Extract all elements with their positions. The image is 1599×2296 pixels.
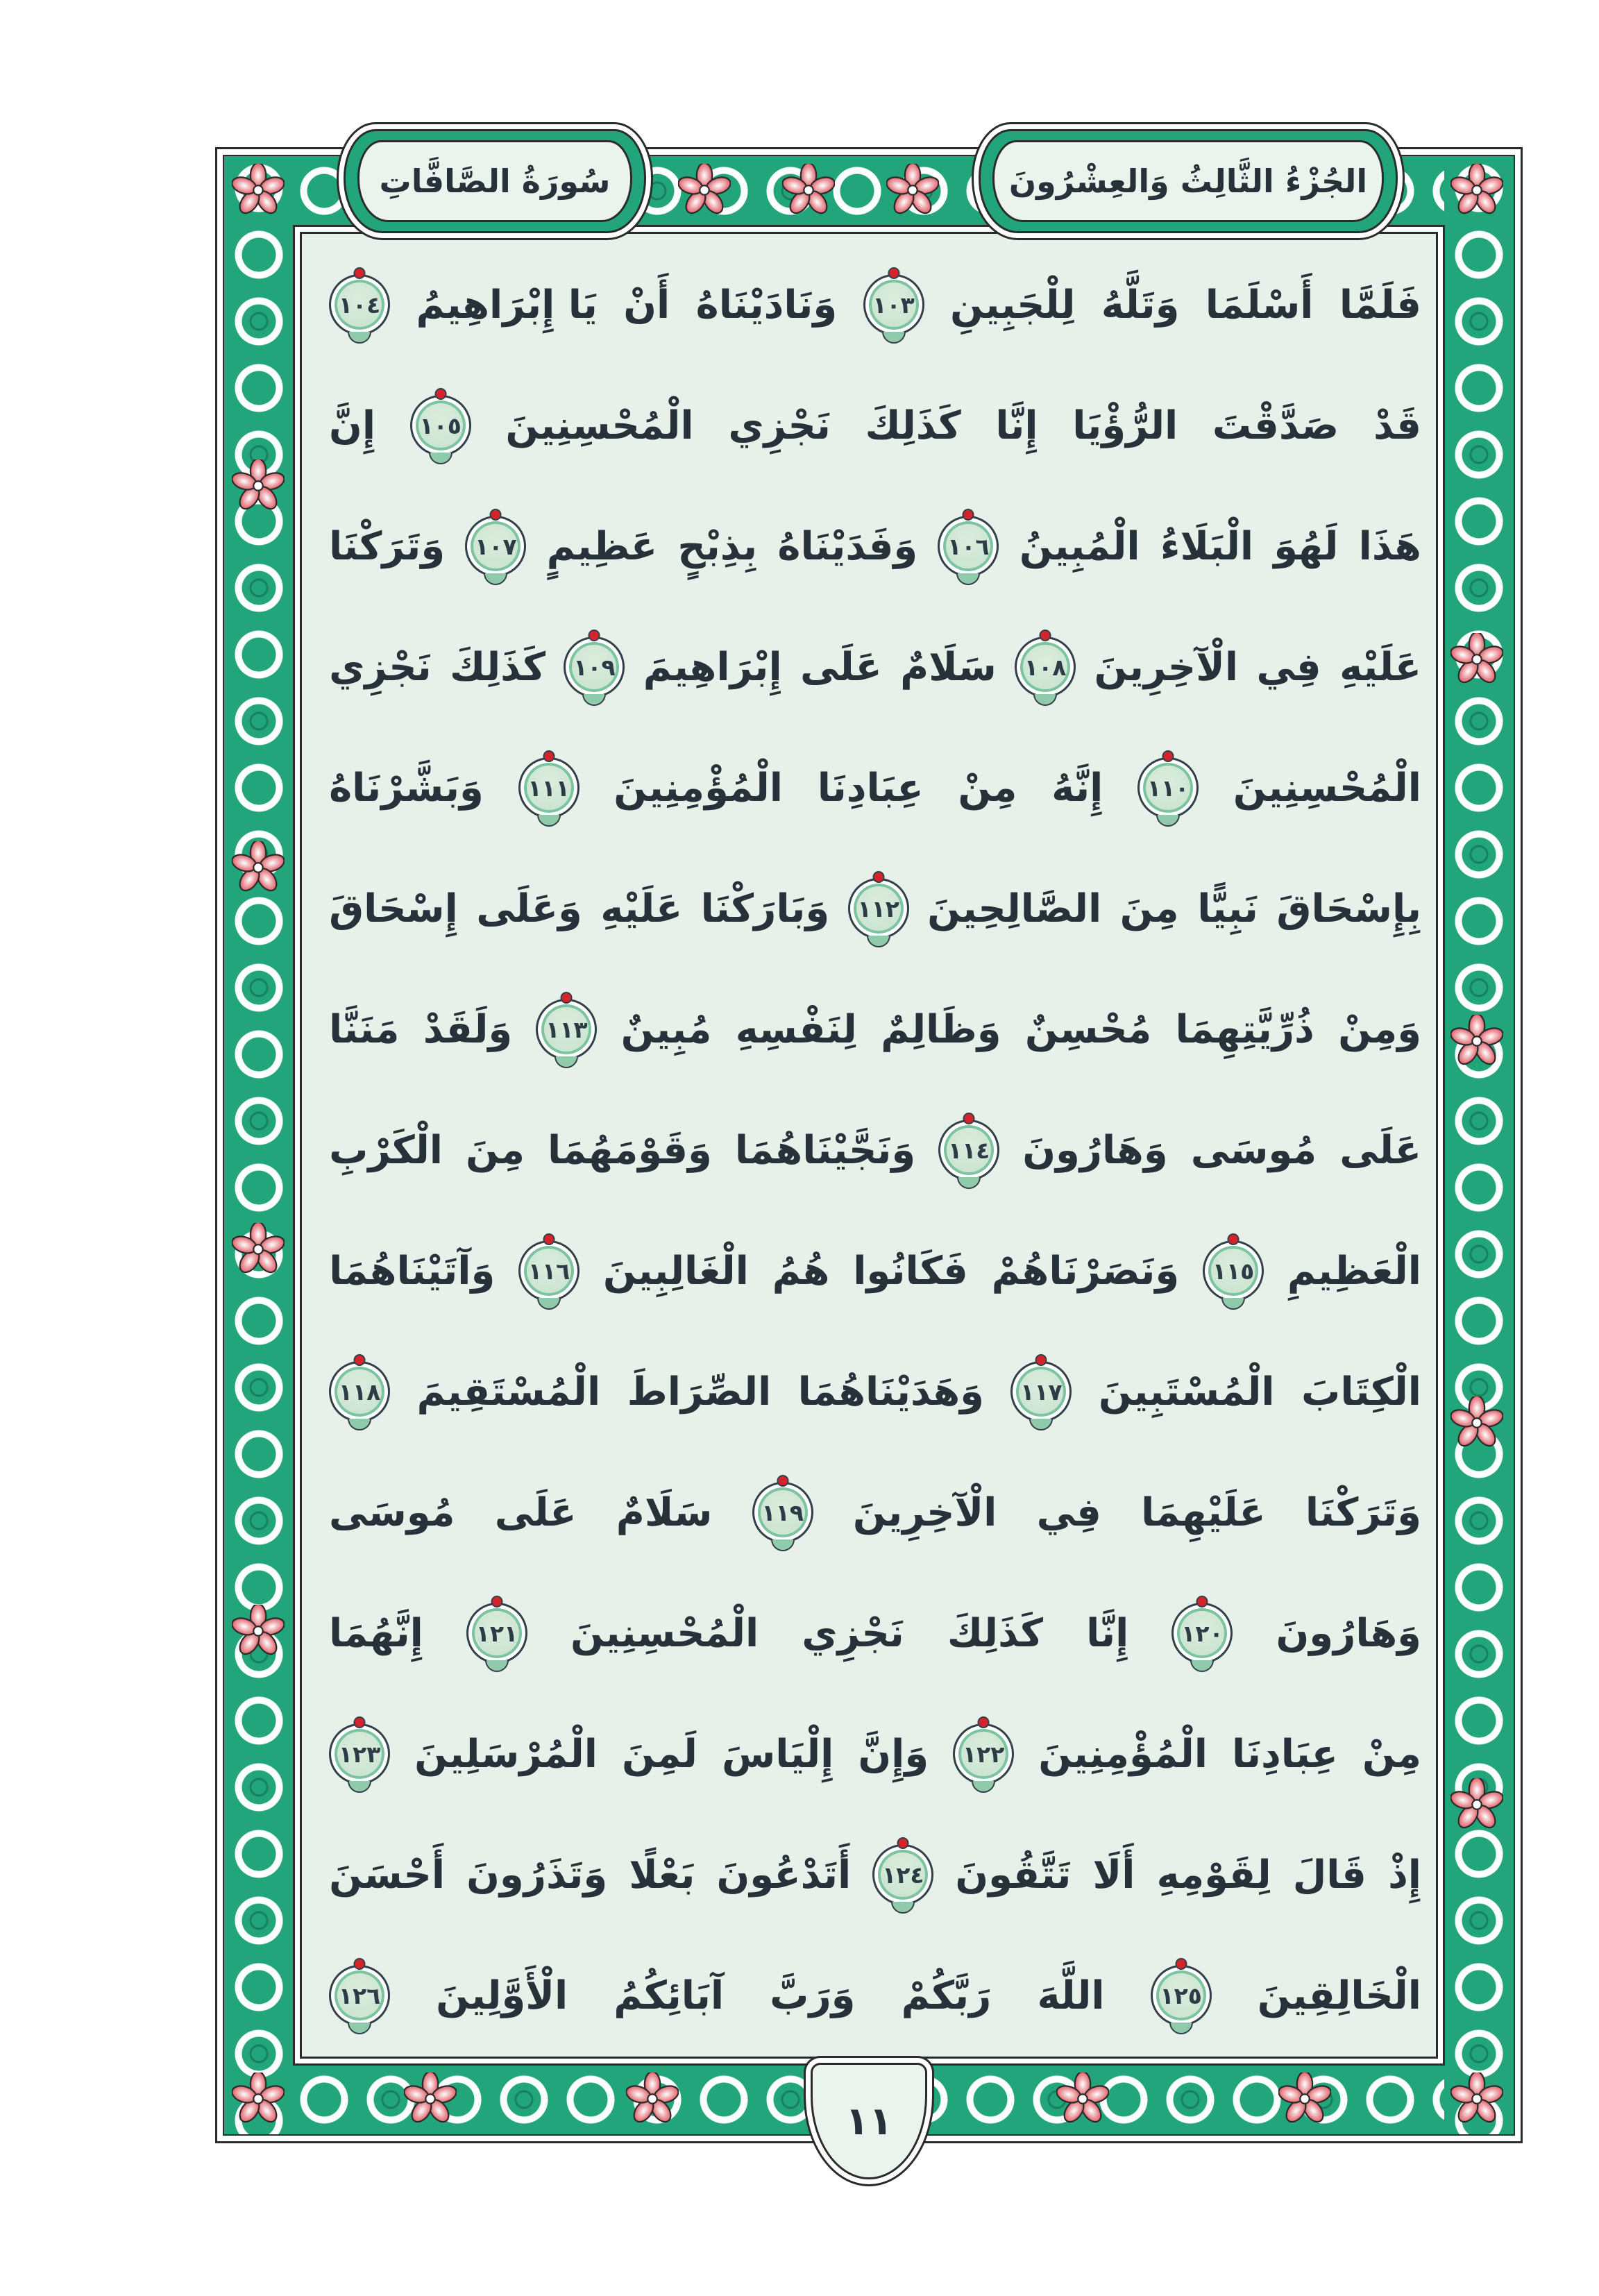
quran-word: وَتَرَكْنَا	[1305, 1489, 1421, 1535]
quran-word: الصَّالِحِينَ	[927, 886, 1102, 931]
ayah-marker: ١٢٦	[329, 1965, 390, 2026]
quran-word: وَتَذَرُونَ	[466, 1852, 608, 1898]
quran-word: الصِّرَاطَ	[627, 1369, 772, 1415]
ayah-marker: ١٠٨	[1015, 636, 1076, 698]
quran-word: وَتَرَكْنَا	[329, 523, 446, 569]
mushaf-line	[329, 727, 1421, 848]
quran-word: عَلَيْهِ	[1339, 644, 1421, 690]
ayah-marker: ١٢٣	[329, 1723, 390, 1784]
quran-word: مُوسَى	[329, 1489, 455, 1535]
quran-word: الْمُبِينُ	[1019, 523, 1140, 569]
quran-word: الْكَرْبِ	[329, 1127, 443, 1173]
quran-word: سَلَامٌ	[900, 644, 997, 690]
ayah-marker: ١٠٩	[564, 636, 625, 698]
ayah-marker: ١١٢	[848, 878, 909, 939]
quran-word: الْمُحْسِنِينَ	[1233, 765, 1421, 811]
quran-word: فِي	[1036, 1489, 1101, 1535]
quran-word: نَجْزِي	[329, 644, 432, 690]
quran-word: أَنْ	[623, 282, 670, 328]
quran-word: فَلَمَّا	[1339, 282, 1421, 328]
quran-word: عَلَيْهِمَا	[1141, 1489, 1266, 1535]
quran-word: نَجْزِي	[728, 403, 831, 448]
quran-word: هَذَا	[1358, 523, 1421, 569]
surah-title-cartouche	[344, 129, 646, 233]
quran-word: إِبْرَاهِيمَ	[643, 644, 782, 690]
quran-word: إِنَّا	[1086, 1610, 1129, 1656]
juz-title-cartouche	[979, 129, 1398, 233]
quran-word: أَحْسَنَ	[329, 1852, 446, 1898]
quran-word: وَهَارُونَ	[1276, 1610, 1421, 1656]
quran-word: كَذَلِكَ	[449, 644, 546, 690]
surah-title: سُورَةُ الصَّافَّاتِ	[357, 140, 632, 222]
quran-word: الْمُؤْمِنِينَ	[1038, 1731, 1208, 1777]
quran-word: كَذَلِكَ	[865, 403, 961, 448]
quran-word: وَقَوْمَهُمَا	[548, 1127, 712, 1173]
ayah-marker: ١١٩	[752, 1482, 813, 1543]
mushaf-line	[329, 1694, 1421, 1814]
quran-word: إِسْحَاقَ	[329, 886, 458, 931]
page-number-badge	[811, 2063, 927, 2179]
quran-word: لِقَوْمِهِ	[1156, 1852, 1271, 1898]
quran-word: بِإِسْحَاقَ	[1276, 886, 1421, 931]
quran-word: صَدَّقْتَ	[1212, 403, 1339, 448]
ayah-marker: ١٢٢	[953, 1723, 1014, 1784]
quran-word: آبَائِكُمُ	[614, 1973, 725, 2018]
quran-word: عَلَى	[494, 1489, 577, 1535]
ayah-marker: ١١٤	[938, 1120, 999, 1181]
quran-word: وَمِنْ	[1338, 1006, 1421, 1052]
mushaf-line	[329, 1210, 1421, 1331]
ayah-marker: ١٠٦	[938, 516, 999, 577]
quran-word: مِنْ	[958, 765, 1017, 811]
quran-word: يَا إِبْرَاهِيمُ	[416, 282, 598, 328]
quran-word: مَنَنَّا	[329, 1006, 400, 1052]
mushaf-line	[329, 1090, 1421, 1210]
quran-word: هُمُ	[772, 1248, 830, 1294]
quran-word: الْبَلَاءُ	[1160, 523, 1254, 569]
quran-word: وَهَارُونَ	[1022, 1127, 1168, 1173]
quran-word: سَلَامٌ	[616, 1489, 713, 1535]
quran-word: لَمِنَ	[621, 1731, 697, 1777]
quran-word: وَفَدَيْنَاهُ	[777, 523, 918, 569]
mushaf-line	[329, 1452, 1421, 1573]
quran-word: مِنَ	[1119, 886, 1179, 931]
quran-word: وَنَصَرْنَاهُمْ	[991, 1248, 1180, 1294]
quran-word: إِنَّهُ	[1051, 765, 1103, 811]
quran-word: عِبَادِنَا	[817, 765, 924, 811]
quran-word: وَبَشَّرْنَاهُ	[329, 765, 484, 811]
page-number: ١١	[845, 2098, 893, 2144]
ayah-marker: ١٢١	[466, 1603, 527, 1664]
quran-word: مُبِينٌ	[620, 1006, 712, 1052]
quran-word: أَتَدْعُونَ	[716, 1852, 852, 1898]
quran-word: وَلَقَدْ	[423, 1006, 513, 1052]
quran-word: فِي	[1256, 644, 1321, 690]
ayah-marker: ١١٠	[1137, 757, 1199, 818]
quran-word: مِنْ	[1362, 1731, 1421, 1777]
quran-word: بَعْلًا	[629, 1852, 695, 1898]
quran-word: مُوسَى	[1190, 1127, 1317, 1173]
quran-word: نَبِيًّا	[1197, 886, 1258, 931]
quran-word: وَآتَيْنَاهُمَا	[329, 1248, 496, 1294]
quran-word: أَلَا	[1092, 1852, 1135, 1898]
ayah-marker: ١٠٣	[863, 274, 924, 335]
quran-word: قَالَ	[1292, 1852, 1367, 1898]
quran-word: لَهُوَ	[1274, 523, 1339, 569]
quran-word: إِلْيَاسَ	[721, 1731, 834, 1777]
quran-word: رَبَّكُمْ	[901, 1973, 992, 2018]
quran-text-block	[329, 244, 1421, 2056]
quran-word: أَسْلَمَا	[1205, 282, 1314, 328]
quran-word: الْكِتَابَ	[1301, 1369, 1421, 1415]
ayah-marker: ١١٦	[518, 1240, 579, 1301]
quran-word: بِذِبْحٍ	[677, 523, 758, 569]
quran-word: الْمُؤْمِنِينَ	[614, 765, 783, 811]
mushaf-line	[329, 969, 1421, 1090]
quran-word: عَلَى	[1339, 1127, 1421, 1173]
quran-word: إِنَّ	[329, 403, 376, 448]
ayah-marker: ١١٧	[1010, 1361, 1072, 1422]
quran-word: الْمُرْسَلِينَ	[414, 1731, 598, 1777]
quran-word: لِلْجَبِينِ	[950, 282, 1076, 328]
quran-word: الْخَالِقِينَ	[1257, 1973, 1421, 2018]
quran-word: فَكَانُوا	[853, 1248, 968, 1294]
quran-word: إِنَّا	[995, 403, 1038, 448]
mushaf-line	[329, 848, 1421, 969]
mushaf-line	[329, 1573, 1421, 1694]
quran-word: وَهَدَيْنَاهُمَا	[797, 1369, 984, 1415]
quran-word: ذُرِّيَّتِهِمَا	[1175, 1006, 1314, 1052]
mushaf-line	[329, 244, 1421, 365]
ayah-marker: ١١٨	[329, 1361, 390, 1422]
quran-word: عِبَادِنَا	[1231, 1731, 1338, 1777]
quran-word: الْمُسْتَقِيمَ	[416, 1369, 601, 1415]
ayah-marker: ١٠٧	[465, 516, 526, 577]
mushaf-line	[329, 1814, 1421, 1935]
quran-word: الْأَوَّلِينَ	[436, 1973, 568, 2018]
quran-word: عَظِيمٍ	[546, 523, 658, 569]
mushaf-line	[329, 1935, 1421, 2056]
ayah-marker: ١٠٥	[410, 395, 471, 456]
quran-word: الْعَظِيمِ	[1287, 1248, 1421, 1294]
quran-word: الْآخِرِينَ	[852, 1489, 997, 1535]
quran-word: عَلَى	[800, 644, 882, 690]
ayah-marker: ١٠٤	[329, 274, 390, 335]
quran-word: كَذَلِكَ	[947, 1610, 1043, 1656]
quran-word: الْمُسْتَبِينَ	[1098, 1369, 1275, 1415]
quran-word: إِنَّهُمَا	[329, 1610, 423, 1656]
juz-title: الجُزْءُ الثَّالِثُ وَالعِشْرُونَ	[992, 140, 1384, 222]
ayah-marker: ١١١	[518, 757, 579, 818]
quran-word: وَنَجَّيْنَاهُمَا	[734, 1127, 916, 1173]
quran-word: عَلَيْهِ	[600, 886, 683, 931]
quran-word: وَإِنَّ	[858, 1731, 929, 1777]
ayah-marker: ١١٣	[536, 999, 597, 1060]
quran-word: نَجْزِي	[802, 1610, 904, 1656]
quran-word: الْآخِرِينَ	[1094, 644, 1239, 690]
quran-word: وَعَلَى	[476, 886, 582, 931]
quran-word: لِنَفْسِهِ	[735, 1006, 857, 1052]
quran-word: الرُّؤْيَا	[1072, 403, 1178, 448]
quran-word: وَظَالِمٌ	[881, 1006, 1001, 1052]
quran-word: تَتَّقُونَ	[955, 1852, 1072, 1898]
mushaf-line	[329, 607, 1421, 727]
mushaf-line	[329, 365, 1421, 486]
ayah-marker: ١٢٥	[1151, 1965, 1212, 2026]
quran-word: وَنَادَيْنَاهُ	[695, 282, 838, 328]
mushaf-line	[329, 1331, 1421, 1452]
ayah-marker: ١٢٤	[872, 1844, 933, 1905]
quran-word: الْغَالِبِينَ	[602, 1248, 749, 1294]
quran-word: وَرَبَّ	[770, 1973, 856, 2018]
quran-word: وَتَلَّهُ	[1101, 282, 1180, 328]
quran-word: اللَّهَ	[1037, 1973, 1105, 2018]
quran-word: مِنَ	[465, 1127, 525, 1173]
ayah-marker: ١٢٠	[1171, 1603, 1233, 1664]
ayah-marker: ١١٥	[1203, 1240, 1264, 1301]
quran-word: إِذْ	[1388, 1852, 1421, 1898]
quran-word: وَبَارَكْنَا	[700, 886, 830, 931]
quran-word: الْمُحْسِنِينَ	[505, 403, 694, 448]
quran-word: قَدْ	[1373, 403, 1421, 448]
mushaf-line	[329, 486, 1421, 607]
quran-word: الْمُحْسِنِينَ	[570, 1610, 759, 1656]
quran-word: مُحْسِنٌ	[1024, 1006, 1152, 1052]
